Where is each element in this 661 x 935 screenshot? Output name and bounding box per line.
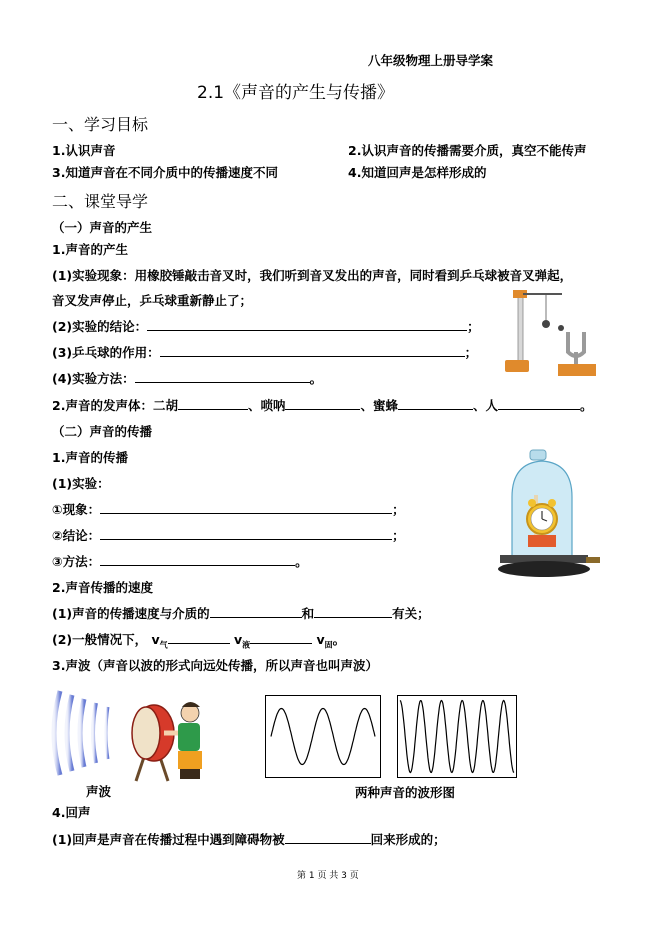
page-number: 第 1 页 共 3 页 xyxy=(297,871,359,881)
separator: 、蜜蜂 xyxy=(360,398,398,413)
question-label: (3)乒乓球的作用： xyxy=(52,345,160,360)
topic-heading: 3.声波（声音以波的形式向远处传播，所以声音也叫声波） xyxy=(52,658,378,673)
section-heading-guide: 二、课堂导学 xyxy=(52,192,149,211)
question-text: 音叉发声停止，乒乓球重新静止了； xyxy=(52,293,253,308)
symbol-v: v xyxy=(151,632,160,647)
punctuation: ； xyxy=(392,528,405,543)
punctuation: ； xyxy=(392,502,405,517)
answer-blank[interactable] xyxy=(285,831,371,844)
topic-heading: 1.声音的传播 xyxy=(52,450,128,465)
topic-heading: 4.回声 xyxy=(52,805,91,820)
bell-jar-illustration xyxy=(494,447,604,579)
subscript-solid: 固 xyxy=(324,640,333,650)
question-label: (4)实验方法： xyxy=(52,371,135,386)
symbol-v: v xyxy=(316,632,325,647)
figure-caption-waveforms: 两种声音的波形图 xyxy=(355,785,456,800)
objective-item: 1.认识声音 xyxy=(52,143,116,158)
question-text: (1)实验现象：用橡胶锤敲击音叉时，我们听到音叉发出的声音，同时看到乒乓球被音叉弹起， xyxy=(52,268,573,283)
answer-blank[interactable] xyxy=(178,397,248,410)
drum-sound-wave-illustration xyxy=(50,687,216,782)
question-label: (1)实验： xyxy=(52,476,110,491)
question-label: (2)一般情况下， xyxy=(52,632,148,647)
subsection-heading: （二）声音的传播 xyxy=(52,424,153,439)
waveform-high-frequency xyxy=(397,695,517,778)
answer-blank[interactable] xyxy=(250,631,312,644)
objective-item: 3.知道声音在不同介质中的传播速度不同 xyxy=(52,165,278,180)
page-title: 2.1《声音的产生与传播》 xyxy=(197,83,395,103)
answer-blank[interactable] xyxy=(398,397,473,410)
connector: 回来形成的； xyxy=(370,832,446,847)
answer-blank[interactable] xyxy=(210,605,302,618)
tuning-fork-illustration xyxy=(500,284,605,380)
connector: 有关； xyxy=(392,606,430,621)
answer-blank[interactable] xyxy=(135,370,310,383)
question-conclusion xyxy=(52,317,480,335)
connector: 和 xyxy=(301,606,315,621)
question-method-2 xyxy=(52,552,308,570)
subscript-gas: 气 xyxy=(159,640,168,650)
objective-item: 4.知道回声是怎样形成的 xyxy=(348,165,487,180)
separator: 、唢呐 xyxy=(247,398,286,413)
question-label: (1)声音的传播速度与介质的 xyxy=(52,606,210,621)
subsection-heading: （一）声音的产生 xyxy=(52,220,153,235)
answer-blank[interactable] xyxy=(160,344,465,357)
question-label: ③方法： xyxy=(52,554,101,569)
question-label: (2)实验的结论： xyxy=(52,319,148,334)
question-label: 2.声音的发声体：二胡 xyxy=(52,398,178,413)
symbol-v: v xyxy=(234,632,243,647)
question-phenomenon xyxy=(52,500,405,518)
answer-blank[interactable] xyxy=(168,631,230,644)
question-label: (1)回声是声音在传播过程中遇到障碍物被 xyxy=(52,832,285,847)
answer-blank[interactable] xyxy=(100,553,295,566)
question-speed-factors xyxy=(52,604,430,622)
punctuation: 。 xyxy=(332,632,346,647)
answer-blank[interactable] xyxy=(314,605,392,618)
separator: 、人 xyxy=(472,398,498,413)
answer-blank[interactable] xyxy=(498,397,580,410)
question-ball-role xyxy=(52,343,477,361)
answer-blank[interactable] xyxy=(285,397,360,410)
answer-blank[interactable] xyxy=(100,501,392,514)
question-speed-order xyxy=(52,630,345,651)
punctuation: 。 xyxy=(295,554,308,569)
question-label: ②结论： xyxy=(52,528,101,543)
figure-caption-sound-wave: 声波 xyxy=(86,784,112,799)
topic-heading: 2.声音传播的速度 xyxy=(52,580,153,595)
answer-blank[interactable] xyxy=(100,527,392,540)
objective-item: 2.认识声音的传播需要介质，真空不能传声 xyxy=(348,143,587,158)
question-conclusion-2 xyxy=(52,526,405,544)
waveform-low-frequency xyxy=(265,695,381,778)
question-echo xyxy=(52,830,446,848)
answer-blank[interactable] xyxy=(147,318,467,331)
punctuation: 。 xyxy=(580,398,593,413)
question-sound-sources xyxy=(52,396,593,414)
punctuation: 。 xyxy=(309,371,323,386)
punctuation: ； xyxy=(467,319,480,334)
topic-heading: 1.声音的产生 xyxy=(52,242,128,257)
punctuation: ； xyxy=(464,345,478,360)
question-label: ①现象： xyxy=(52,502,101,517)
document-subtitle: 八年级物理上册导学案 xyxy=(368,53,494,68)
subscript-liquid: 液 xyxy=(242,640,251,650)
section-heading-objectives: 一、学习目标 xyxy=(52,115,149,134)
question-method xyxy=(52,369,322,387)
